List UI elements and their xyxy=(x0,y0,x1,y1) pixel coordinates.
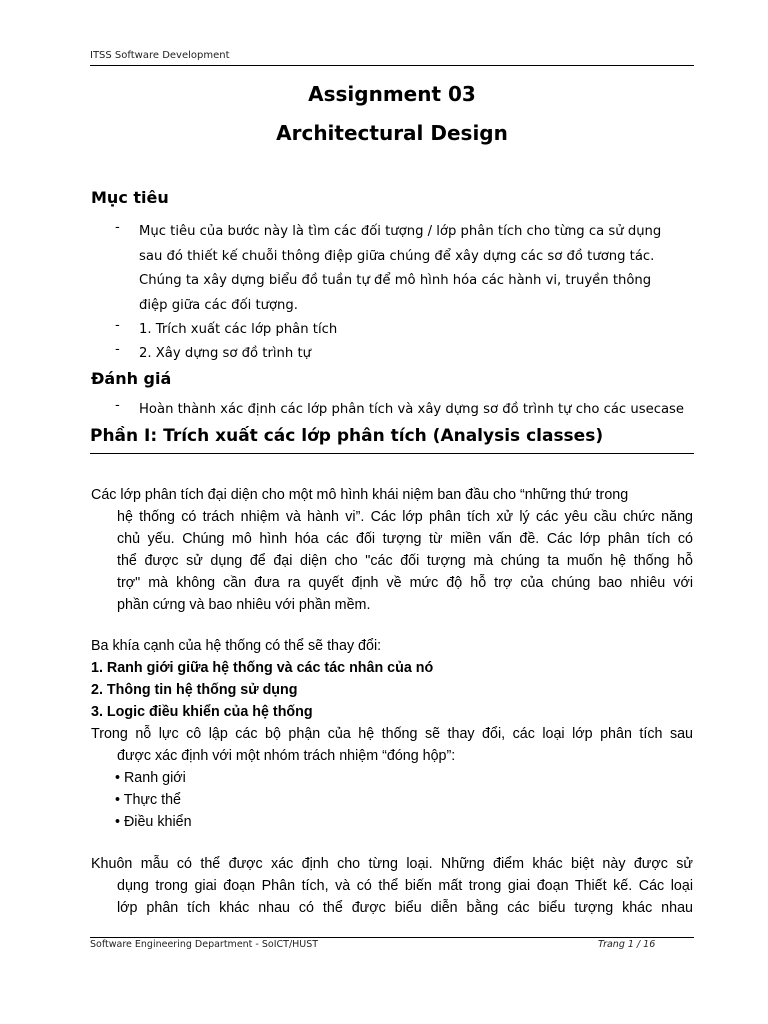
bold-list-item: 1. Ranh giới giữa hệ thống và các tác nhân của nó xyxy=(91,660,434,676)
footer-department: Software Engineering Department - SoICT/HUST xyxy=(90,939,319,950)
objective-line: 2. Xây dựng sơ đồ trình tự xyxy=(139,346,311,361)
running-header: ITSS Software Development xyxy=(90,50,230,61)
evaluation-line: Hoàn thành xác định các lớp phân tích và xây dựng sơ đồ trình tự cho các usecase xyxy=(139,402,685,417)
evaluation-heading: Đánh giá xyxy=(91,369,172,388)
part1-rule xyxy=(90,453,694,454)
objective-line: 1. Trích xuất các lớp phân tích xyxy=(139,322,338,337)
objective-line: sau đó thiết kế chuỗi thông điệp giữa chúng để xây dựng các sơ đồ tương tác. xyxy=(139,248,655,264)
dash-bullet: - xyxy=(115,398,120,413)
paragraph-line: Trong nỗ lực cô lập các bộ phận của hệ thống sẽ thay đổi, các loại lớp phân tích sau xyxy=(91,726,693,742)
footer-rule xyxy=(90,937,694,938)
paragraph-line: thể được sử dụng để đại diện cho "các đối tượng mà chúng ta muốn hệ thống hỗ xyxy=(117,553,693,569)
paragraph-line: Các lớp phân tích đại diện cho một mô hình khái niệm ban đầu cho “những thứ trong xyxy=(91,487,629,503)
paragraph-line: được xác định với một nhóm trách nhiệm “đóng hộp”: xyxy=(117,748,456,764)
dash-bullet: - xyxy=(115,318,120,333)
part1-heading: Phần I: Trích xuất các lớp phân tích (Analysis classes) xyxy=(90,426,604,446)
paragraph-line: hệ thống có trách nhiệm và hành vi”. Các lớp phân tích xử lý các yêu cầu chức năng xyxy=(117,509,693,525)
paragraph-line: Khuôn mẫu có thể được xác định cho từng loại. Những điểm khác biệt này được sử xyxy=(91,856,693,872)
bullet-item: • Ranh giới xyxy=(115,770,186,786)
paragraph-line: lớp phân tích khác nhau có thể được biểu diễn bằng các biểu tượng khác nhau xyxy=(117,900,693,916)
objective-line: Chúng ta xây dựng biểu đồ tuần tự để mô hình hóa các hành vi, truyền thông xyxy=(139,273,652,288)
objectives-heading: Mục tiêu xyxy=(91,188,169,207)
paragraph-line: trợ" mà không cần đưa ra quyết định về mức độ hỗ trợ của chúng bao nhiêu với xyxy=(117,575,693,591)
header-rule xyxy=(90,65,694,66)
paragraph-line: chủ yếu. Chúng mô hình hóa các đối tượng từ miền vấn đề. Các lớp phân tích có xyxy=(117,531,693,547)
objective-line: Mục tiêu của bước này là tìm các đối tượng / lớp phân tích cho từng ca sử dụng xyxy=(139,224,662,239)
paragraph-line: dụng trong giai đoạn Phân tích, và có thể biến mất trong giai đoạn Thiết kế. Các loại xyxy=(117,878,693,894)
bold-list-item: 3. Logic điều khiển của hệ thống xyxy=(91,704,313,720)
bold-list-item: 2. Thông tin hệ thống sử dụng xyxy=(91,682,298,698)
dash-bullet: - xyxy=(115,220,120,235)
page-number: Trang 1 / 16 xyxy=(598,939,656,950)
bullet-item: • Thực thể xyxy=(115,792,181,808)
paragraph-line: Ba khía cạnh của hệ thống có thể sẽ thay đổi: xyxy=(91,638,382,654)
dash-bullet: - xyxy=(115,342,120,357)
objective-line: điệp giữa các đối tượng. xyxy=(139,297,298,313)
document-subtitle: Architectural Design xyxy=(276,121,508,145)
bullet-item: • Điều khiển xyxy=(115,814,192,830)
document-title: Assignment 03 xyxy=(308,82,476,106)
paragraph-line: phần cứng và bao nhiêu với phần mềm. xyxy=(117,597,371,613)
